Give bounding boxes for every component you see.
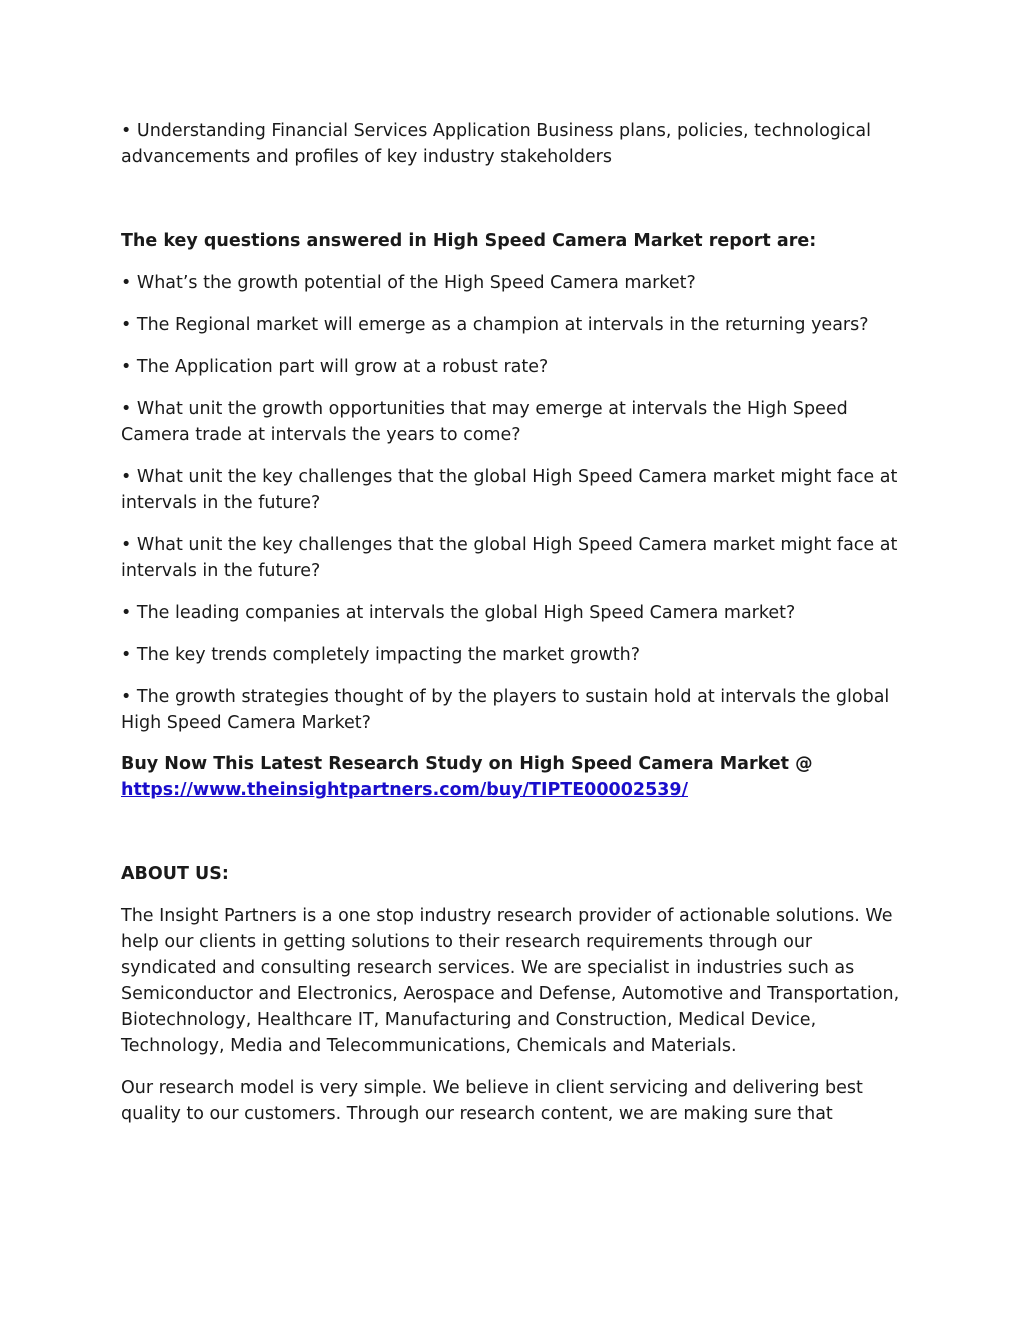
- buy-now-link[interactable]: https://www.theinsightpartners.com/buy/TIPTE00002539/: [121, 780, 688, 800]
- question-item: • What’s the growth potential of the High Speed Camera market?: [121, 273, 696, 293]
- buy-now-paragraph: [121, 751, 911, 803]
- question-item: • The leading companies at intervals the global High Speed Camera market?: [121, 603, 796, 623]
- about-paragraph: The Insight Partners is a one stop industry research provider of actionable solutions. We help our clients in getting solutions to their research requirements through our syndicated and consulting research services. We are specialist in industries such as Semiconductor and Electronics, Aerospace and Defense, Automotive and Transportation, Biotechnology, Healthcare IT, Manufacturing and Construction, Medical Device, Technology, Media and Telecommunications, Chemicals and Materials.: [121, 906, 900, 1056]
- question-item: • What unit the key challenges that the global High Speed Camera market might face at intervals in the future?: [121, 467, 898, 513]
- question-item: • The Application part will grow at a robust rate?: [121, 357, 549, 377]
- intro-bullet: • Understanding Financial Services Application Business plans, policies, technological advancements and profiles of key industry stakeholders: [121, 121, 871, 167]
- question-item: • What unit the key challenges that the global High Speed Camera market might face at intervals in the future?: [121, 535, 898, 581]
- about-paragraph: Our research model is very simple. We believe in client servicing and delivering best quality to our customers. Through our research content, we are making sure that: [121, 1078, 863, 1124]
- about-us-heading: ABOUT US:: [121, 864, 229, 884]
- question-item: • The Regional market will emerge as a champion at intervals in the returning years?: [121, 315, 869, 335]
- questions-heading: The key questions answered in High Speed Camera Market report are:: [121, 231, 817, 251]
- buy-now-text: Buy Now This Latest Research Study on High Speed Camera Market @: [121, 754, 813, 774]
- questions-list: [121, 270, 911, 736]
- question-item: • The key trends completely impacting the market growth?: [121, 645, 641, 665]
- document-page: [121, 118, 911, 1143]
- question-item: • What unit the growth opportunities that may emerge at intervals the High Speed Camera trade at intervals the years to come?: [121, 399, 848, 445]
- question-item: • The growth strategies thought of by the players to sustain hold at intervals the global High Speed Camera Market?: [121, 687, 890, 733]
